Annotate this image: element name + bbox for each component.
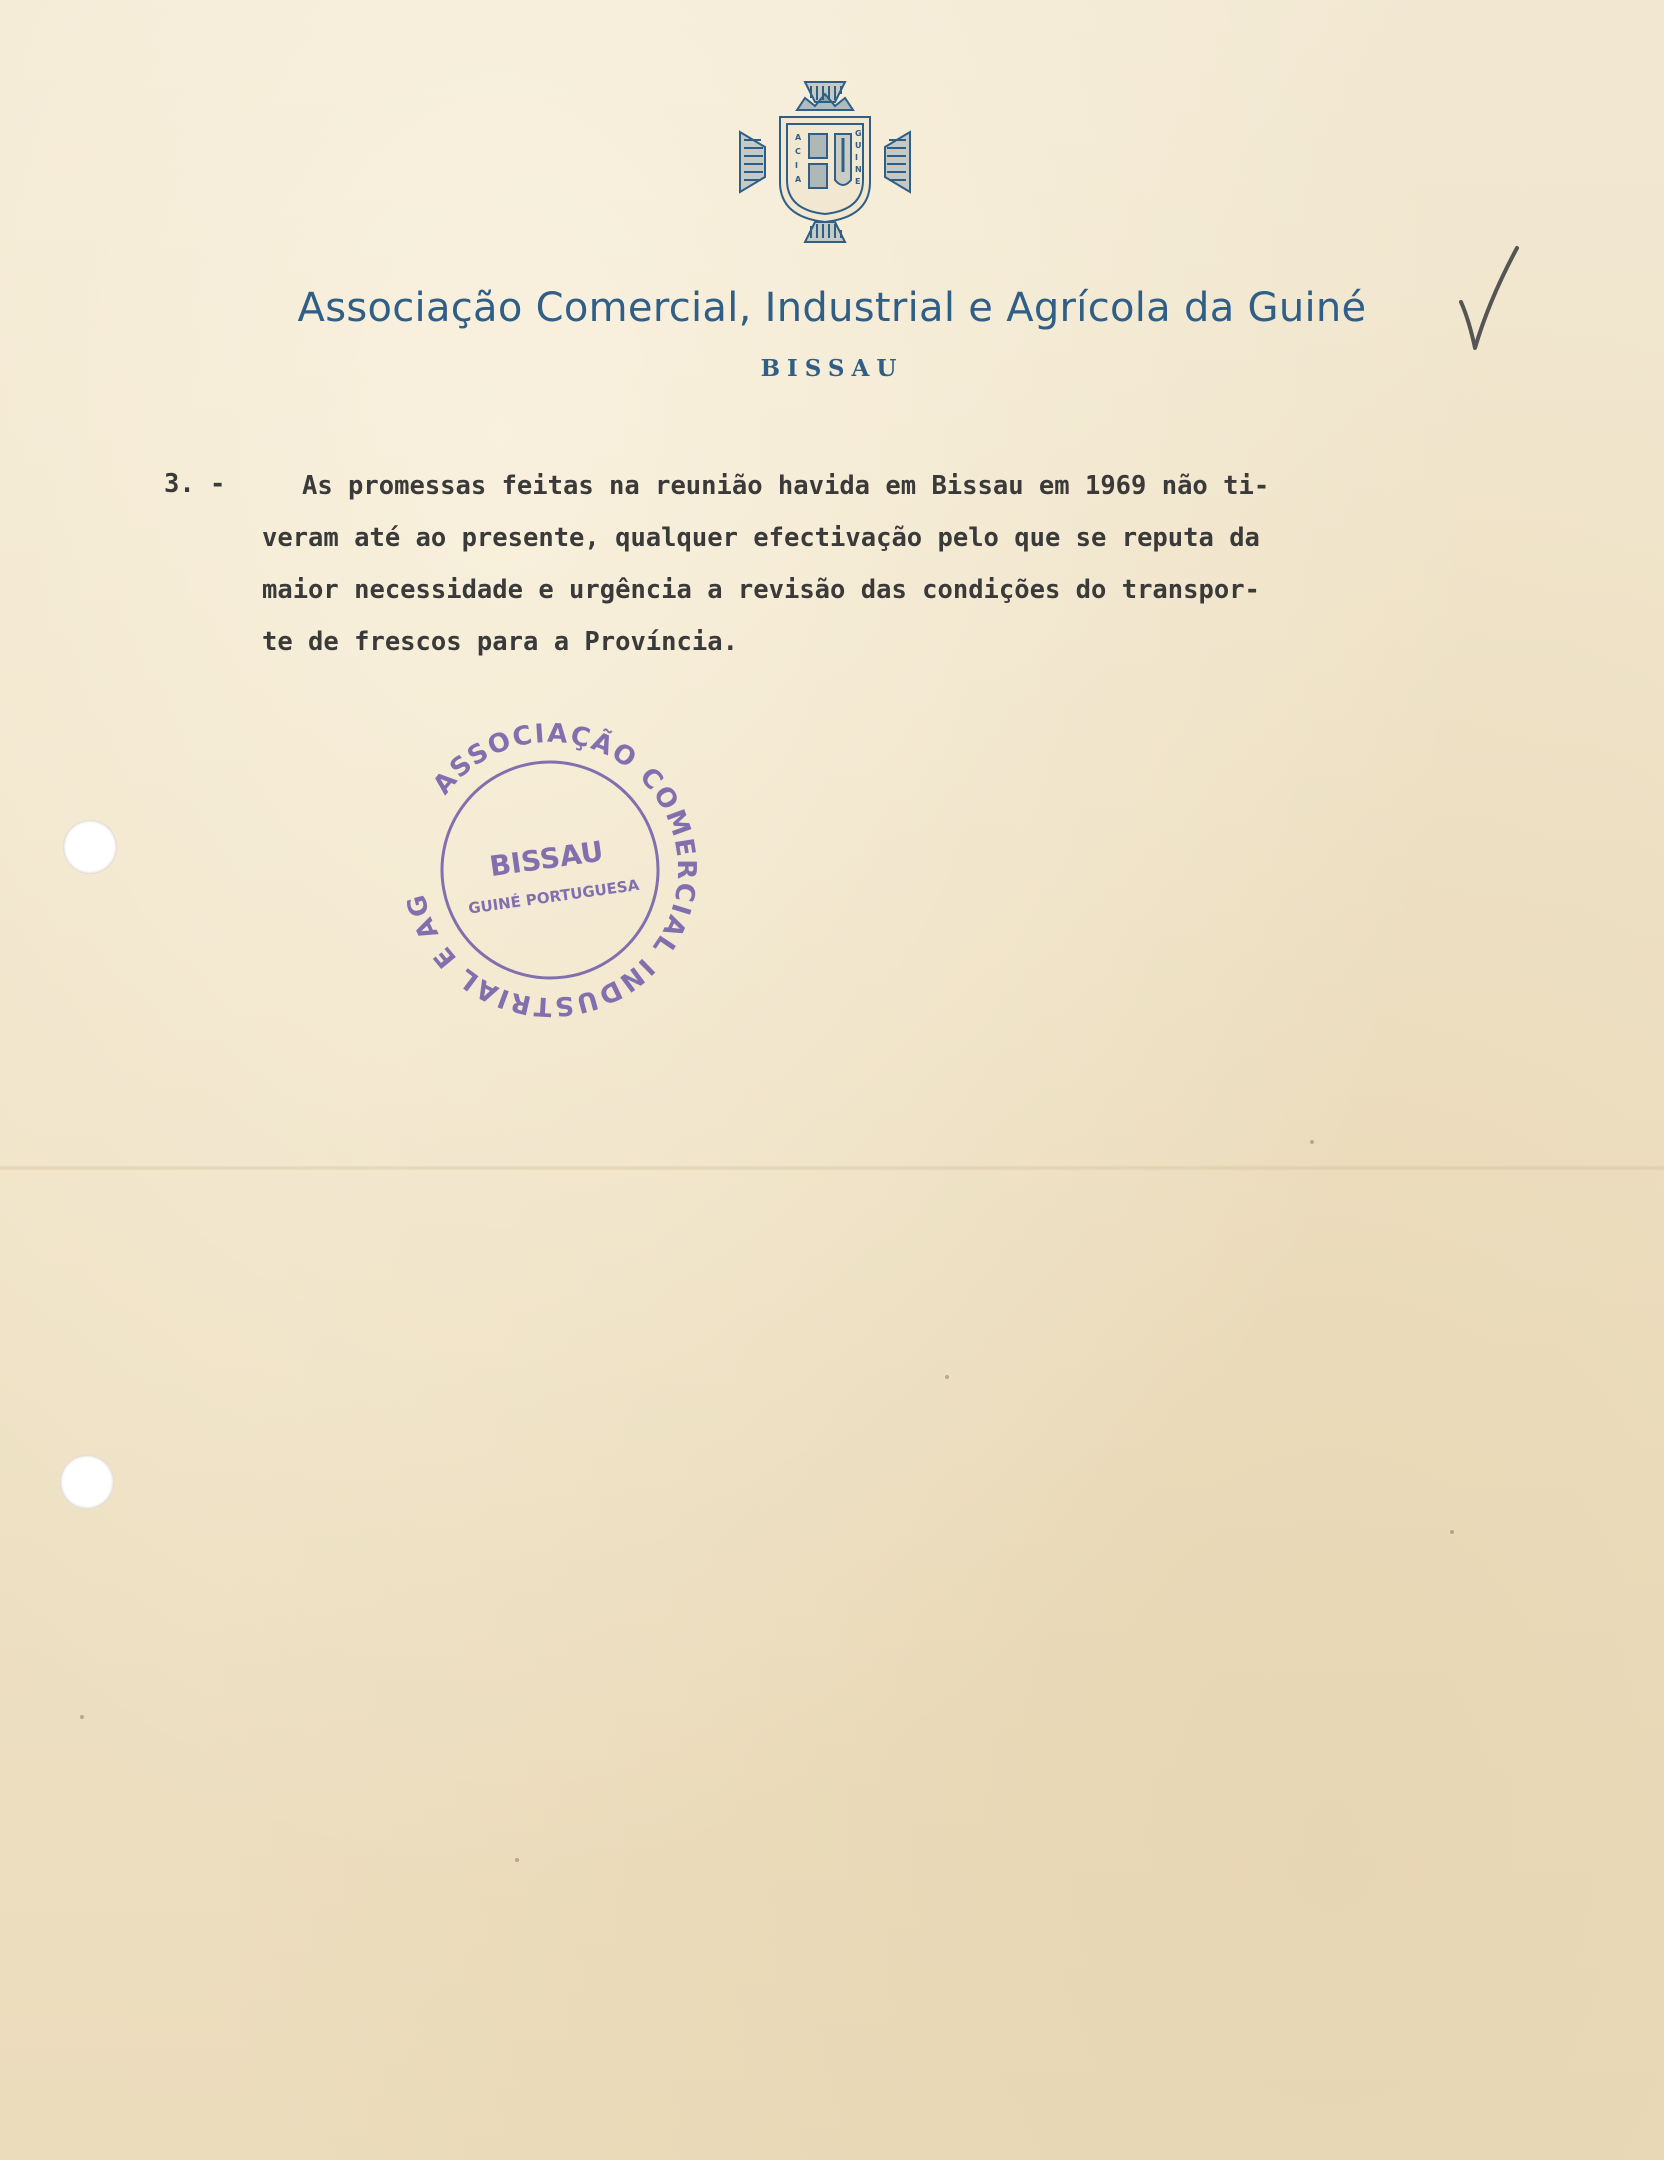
svg-text:A: A (795, 133, 802, 142)
svg-text:I: I (795, 161, 798, 170)
svg-text:C: C (795, 147, 801, 156)
svg-text:A: A (795, 175, 802, 184)
stamp-center-city: BISSAU (487, 834, 606, 884)
stamp-outer-text: ASSOCIAÇÃO COMERCIAL INDUSTRIAL E AGRÍCOLA (401, 718, 702, 1022)
paragraph-line: maior necessidade e urgência a revisão das condições do transpor- (262, 575, 1260, 605)
organization-city: BISSAU (760, 355, 904, 382)
stamp-center-country: GUINÉ PORTUGUESA (467, 875, 641, 918)
svg-text:E: E (855, 177, 861, 186)
svg-text:I: I (855, 153, 858, 162)
paper-fold-line (0, 1165, 1664, 1171)
svg-text:N: N (855, 165, 862, 174)
paragraph-line: veram até ao presente, qualquer efectivação pelo que se reputa da (262, 523, 1260, 553)
organization-name: Associação Comercial, Industrial e Agrícola da Guiné (297, 285, 1367, 331)
item-number: 3. - (164, 469, 226, 499)
punch-hole (63, 820, 117, 874)
punch-hole (60, 1455, 114, 1509)
paragraph-line: te de frescos para a Província. (262, 627, 738, 657)
association-stamp (390, 710, 710, 1030)
svg-text:G: G (855, 129, 862, 138)
paragraph-line: As promessas feitas na reunião havida em Bissau em 1969 não ti- (302, 471, 1270, 501)
coat-of-arms-cross-icon (735, 72, 915, 252)
handwritten-checkmark-icon (1455, 240, 1525, 360)
svg-text:U: U (855, 141, 862, 150)
